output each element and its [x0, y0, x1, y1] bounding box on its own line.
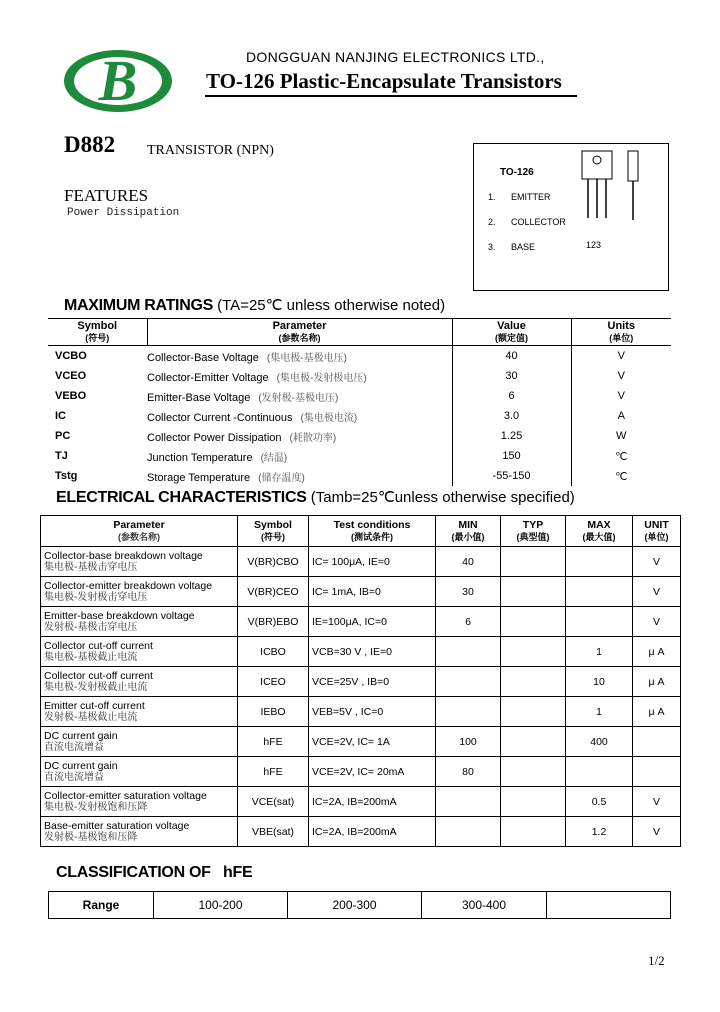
logo-letter: B [98, 48, 138, 113]
features-heading: FEATURES [64, 186, 149, 205]
table-row: Collector-emitter saturation voltage 集电极-发射极饱和压降 VCE(sat) IC=2A, IB=200mA 0.5 V [41, 787, 681, 817]
column-header: Units (单位) [571, 319, 671, 346]
table-row: Emitter-base breakdown voltage 发射极-基极击穿电压 V(BR)EBO IE=100μA, IC=0 6 V [41, 607, 681, 637]
column-header: Parameter (参数名称) [41, 516, 238, 547]
column-header: TYP (典型值) [501, 516, 566, 547]
electrical-title: ELECTRICAL CHARACTERISTICS [56, 489, 307, 506]
table-row: PC Collector Power Dissipation (耗散功率) 1.25 W [48, 426, 671, 446]
pin-number: 1. [488, 192, 496, 202]
table-row: DC current gain 直流电流增益 hFE VCE=2V, IC= 20mA 80 [41, 757, 681, 787]
product-title: TO-126 Plastic-Encapsulate Transistors [206, 69, 562, 93]
pin-number: 2. [488, 217, 496, 227]
table-row: Emitter cut-off current 发射极-基极截止电流 IEBO VEB=5V , IC=0 1 μ A [41, 697, 681, 727]
classification-table [48, 891, 671, 919]
range-label: Range [49, 892, 154, 919]
table-row: VCBO Collector-Base Voltage (集电极-基极电压) 40 V [48, 346, 671, 367]
electrical-table [40, 515, 681, 847]
part-number: D882 [64, 132, 116, 157]
part-description: TRANSISTOR (NPN) [147, 143, 274, 158]
table-row: VEBO Emitter-Base Voltage (发射极-基极电压) 6 V [48, 386, 671, 406]
pin-name: EMITTER [511, 192, 551, 202]
table-header-row [48, 319, 671, 346]
company-logo [62, 48, 174, 114]
to126-package-drawing [576, 148, 644, 222]
table-row [49, 892, 671, 919]
table-row: Collector cut-off current 集电极-发射极截止电流 ICEO VCE=25V , IB=0 10 μ A [41, 667, 681, 697]
pin-number: 3. [488, 242, 496, 252]
table-row: Collector-base breakdown voltage 集电极-基极击穿电压 V(BR)CBO IC= 100μA, IE=0 40 V [41, 547, 681, 577]
range-cell [547, 892, 671, 919]
electrical-heading [56, 488, 575, 507]
pin-order-label: 123 [586, 240, 602, 250]
table-row: Collector cut-off current 集电极-基极截止电流 ICBO VCB=30 V , IE=0 1 μ A [41, 637, 681, 667]
table-row: TJ Junction Temperature (结温) 150 ℃ [48, 446, 671, 466]
column-header: UNIT (单位) [633, 516, 681, 547]
table-row: Collector-emitter breakdown voltage 集电极-发射极击穿电压 V(BR)CEO IC= 1mA, IB=0 30 V [41, 577, 681, 607]
max-ratings-table [48, 318, 671, 486]
company-name: DONGGUAN NANJING ELECTRONICS LTD., [246, 49, 545, 65]
page-number: 1/2 [648, 953, 665, 968]
feature-item: Power Dissipation [67, 207, 180, 219]
table-row: DC current gain 直流电流增益 hFE VCE=2V, IC= 1A 100 400 [41, 727, 681, 757]
pin-name: BASE [511, 242, 536, 252]
column-header: Test conditions (测试条件) [309, 516, 436, 547]
max-ratings-title: MAXIMUM RATINGS [64, 297, 213, 314]
table-row: IC Collector Current -Continuous (集电极电流) 3.0 A [48, 406, 671, 426]
column-header: MAX (最大值) [566, 516, 633, 547]
max-ratings-heading [64, 296, 445, 315]
table-header-row [41, 516, 681, 547]
pin-name: COLLECTOR [511, 217, 566, 227]
range-cell: 100-200 [154, 892, 288, 919]
title-underline [205, 95, 577, 97]
table-row: Tstg Storage Temperature (储存温度) -55-150 ℃ [48, 466, 671, 486]
range-cell: 300-400 [422, 892, 547, 919]
column-header: MIN (最小值) [436, 516, 501, 547]
column-header: Value (额定值) [452, 319, 571, 346]
electrical-condition: (Tamb=25℃unless otherwise specified) [310, 489, 575, 506]
classification-heading: CLASSIFICATION OF hFE [56, 864, 253, 881]
table-row: Base-emitter saturation voltage 发射极-基极饱和压降 VBE(sat) IC=2A, IB=200mA 1.2 V [41, 817, 681, 847]
package-name: TO-126 [500, 167, 534, 178]
table-row: VCEO Collector-Emitter Voltage (集电极-发射极电压) 30 V [48, 366, 671, 386]
range-cell: 200-300 [288, 892, 422, 919]
column-header: Parameter (参数名称) [147, 319, 452, 346]
max-ratings-condition: (TA=25℃ unless otherwise noted) [217, 297, 446, 314]
column-header: Symbol (符号) [238, 516, 309, 547]
column-header: Symbol (符号) [48, 319, 147, 346]
